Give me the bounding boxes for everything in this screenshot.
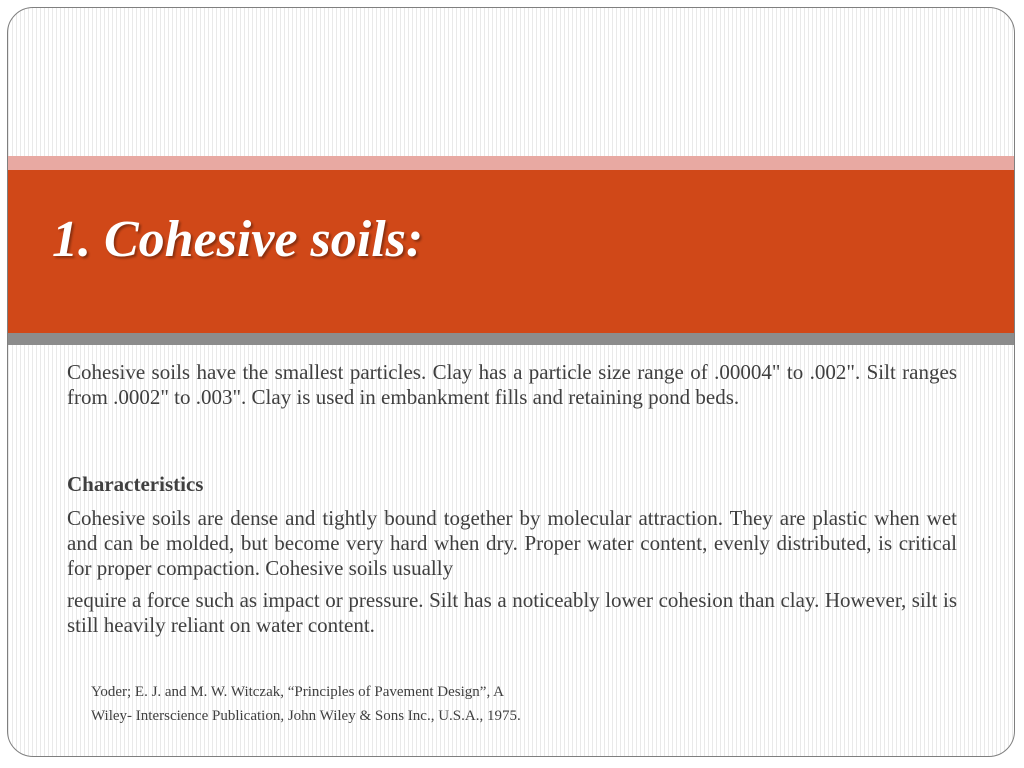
- reference-line-2: Wiley- Interscience Publication, John Wiley & Sons Inc., U.S.A., 1975.: [91, 708, 521, 724]
- title-band-accent-bottom: [8, 333, 1014, 345]
- title-band-accent-top: [8, 156, 1014, 170]
- slide-title: 1. Cohesive soils:: [52, 211, 424, 268]
- characteristics-heading: Characteristics: [67, 472, 204, 496]
- characteristics-paragraph: Cohesive soils are dense and tightly bound together by molecular attraction. They are plastic when wet and can be molded, but become very hard when dry. Proper water content, evenly distributed, is critical for proper compaction. Cohesive soils usually: [67, 506, 957, 580]
- reference-line-1: Yoder; E. J. and M. W. Witczak, “Principles of Pavement Design”, A: [91, 684, 504, 700]
- intro-paragraph: Cohesive soils have the smallest particles. Clay has a particle size range of .00004" to .002". Silt ranges from .0002" to .003". Clay is used in embankment fills and retaining pond beds.: [67, 360, 957, 409]
- characteristics-paragraph-continued: require a force such as impact or pressure. Silt has a noticeably lower cohesion than clay. However, silt is still heavily reliant on water content.: [67, 588, 957, 637]
